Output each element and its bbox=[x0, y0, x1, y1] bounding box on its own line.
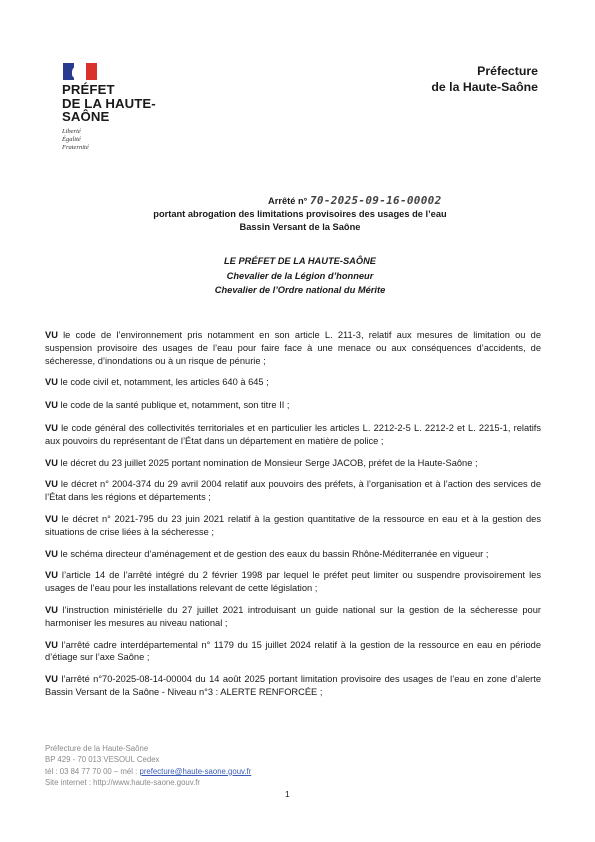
visa-item bbox=[45, 399, 541, 412]
page-number: 1 bbox=[285, 789, 290, 799]
prefet-title-line: LE PRÉFET DE LA HAUTE-SAÔNE bbox=[223, 256, 377, 266]
visa-prefix: VU bbox=[45, 548, 58, 559]
visa-prefix: VU bbox=[45, 479, 58, 490]
arrete-number bbox=[268, 194, 442, 207]
prefet-title-line: Chevalier de l’Ordre national du Mérite bbox=[214, 285, 386, 295]
visa-item bbox=[45, 548, 541, 561]
logo-line: DE LA HAUTE- bbox=[62, 95, 156, 111]
visa-item bbox=[45, 639, 541, 665]
visa-text: le code de l’environnement pris notamment en son article L. 211-3, relatif aux mesures de limitation ou de suspension provisoire des usages de l’eau pour faire face à une menace ou aux conséquences d’accidents, de sécheresse, d’inondations ou à un risque de pénurie ; bbox=[45, 330, 541, 366]
service-line: de la Haute-Saône bbox=[431, 80, 538, 94]
visa-item bbox=[45, 376, 541, 389]
footer-line bbox=[45, 766, 251, 777]
footer-address bbox=[45, 743, 251, 788]
visa-text: l’instruction ministérielle du 27 juillet 2021 introduisant un guide national sur la gestion de la sécheresse pour harmoniser les mesures au niveau national ; bbox=[45, 604, 541, 628]
devise-line: Égalité bbox=[62, 135, 81, 143]
arrete-number-label: Arrêté n° bbox=[268, 196, 308, 206]
visa-text: le décret du 23 juillet 2025 portant nomination de Monsieur Serge JACOB, préfet de la Haute-Saône ; bbox=[57, 457, 478, 468]
footer-line: BP 429 - 70 013 VESOUL Cedex bbox=[45, 755, 160, 765]
visa-item bbox=[45, 513, 541, 539]
visa-item bbox=[45, 329, 541, 367]
visa-text: le code de la santé publique et, notamment, son titre II ; bbox=[57, 400, 290, 411]
visa-prefix: VU bbox=[45, 422, 58, 433]
footer-email-link[interactable]: prefecture@haute-saone.gouv.fr bbox=[139, 766, 252, 776]
devise bbox=[62, 128, 182, 152]
visa-item bbox=[45, 457, 541, 470]
visa-text: l’article 14 de l’arrêté intégré du 2 février 1998 par lequel le préfet peut limiter ou suspendre provisoirement les usages de l’eau pour les installations relevant de cette législation ; bbox=[45, 570, 541, 594]
visa-prefix: VU bbox=[45, 604, 58, 615]
marianne-logo bbox=[62, 63, 182, 152]
arrete-number-handwritten: 70-2025-09-16-00002 bbox=[309, 194, 442, 207]
prefet-titles bbox=[200, 254, 400, 298]
visas-list bbox=[45, 329, 541, 699]
visa-prefix: VU bbox=[45, 570, 58, 581]
visa-prefix: VU bbox=[45, 400, 58, 411]
visa-prefix: VU bbox=[45, 330, 58, 340]
visa-text: le décret n° 2004-374 du 29 avril 2004 relatif aux pouvoirs des préfets, à l’organisation et à l’action des services de l’État dans les régions et départements ; bbox=[45, 479, 541, 503]
visa-item bbox=[45, 422, 541, 448]
visa-text: le code général des collectivités territoriales et en particulier les articles L. 2212-2-5 L. 2212-2 et L. 2215-1, relatifs aux pouvoirs du représentant de l’État dans un département en matière de police ; bbox=[45, 422, 541, 446]
devise-line: Liberté bbox=[62, 127, 81, 135]
visa-text: le code civil et, notamment, les articles 640 à 645 ; bbox=[57, 377, 269, 388]
visa-item bbox=[45, 478, 541, 504]
visa-text: l’arrêté cadre interdépartemental n° 1179 du 15 juillet 2024 relatif à la gestion de la ressource en eau en période d’étiage sur l’axe Saône ; bbox=[45, 639, 541, 663]
visa-text: le décret n° 2021-795 du 23 juin 2021 relatif à la gestion quantitative de la ressource en eau et à la gestion des situations de crise liées à la sécheresse ; bbox=[45, 513, 541, 537]
visa-item bbox=[45, 673, 541, 699]
visa-item bbox=[45, 569, 541, 595]
visa-text: l’arrêté n°70-2025-08-14-00004 du 14 août 2025 portant limitation provisoire des usages de l’eau en zone d’alerte Bassin Versant de la Saône - Niveau n°3 : ALERTE RENFORCÉE ; bbox=[45, 674, 541, 697]
marianne-flag-icon bbox=[63, 63, 97, 80]
logo-line: SAÔNE bbox=[62, 109, 110, 124]
service-line: Préfecture bbox=[477, 64, 538, 78]
visa-prefix: VU bbox=[45, 377, 58, 388]
prefet-logo-text bbox=[62, 83, 182, 124]
visa-prefix: VU bbox=[45, 639, 58, 650]
arrete-object-line: Bassin Versant de la Saône bbox=[239, 222, 361, 232]
footer-line: Préfecture de la Haute-Saône bbox=[45, 744, 149, 753]
arrete-object-line: portant abrogation des limitations provisoires des usages de l’eau bbox=[153, 209, 447, 219]
logo-line: PRÉFET bbox=[62, 82, 115, 97]
visa-item bbox=[45, 604, 541, 630]
service-name bbox=[431, 63, 538, 95]
visa-text: le schéma directeur d’aménagement et de gestion des eaux du bassin Rhône-Méditerranée en vigueur ; bbox=[57, 548, 489, 559]
visa-prefix: VU bbox=[45, 513, 58, 524]
prefet-title-line: Chevalier de la Légion d’honneur bbox=[226, 270, 374, 281]
footer-phone: tél : 03 84 77 70 00 – mél : bbox=[45, 766, 140, 776]
visa-prefix: VU bbox=[45, 457, 58, 468]
footer-website[interactable]: Site internet : http://www.haute-saone.gouv.fr bbox=[45, 777, 201, 787]
arrete-object bbox=[100, 208, 500, 234]
visa-prefix: VU bbox=[45, 674, 58, 685]
devise-line: Fraternité bbox=[62, 143, 89, 151]
